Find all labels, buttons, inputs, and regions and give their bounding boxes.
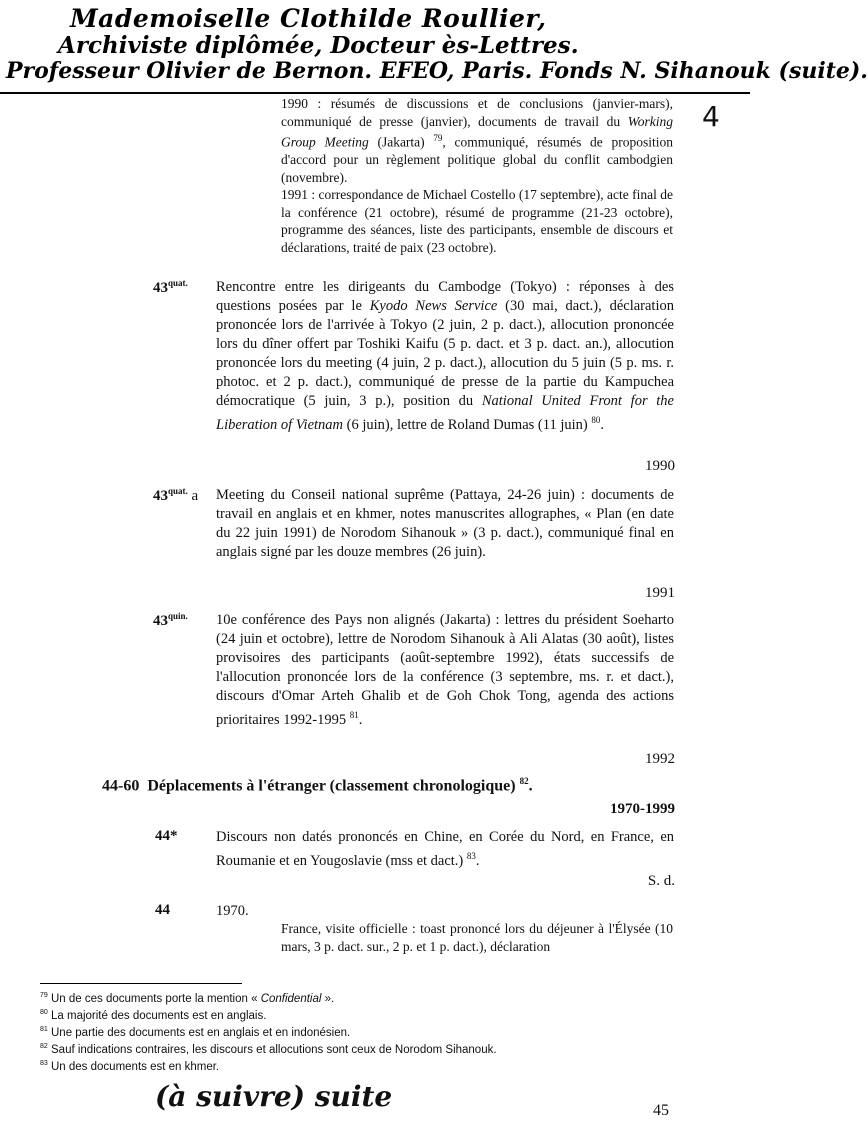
handwritten-continued-note: (à suivre) suite (155, 1080, 393, 1113)
entry-number-43-quat: $43^{quat.}$ (153, 278, 188, 296)
handwritten-header-line-2: Archiviste diplômée, Docteur ès-Lettres. (58, 32, 579, 59)
footnote-rule (40, 983, 242, 984)
footnote-82: $^{82}$ Sauf indications contraires, les discours et allocutions sont ceux de Norodom Sihanouk. (40, 1043, 497, 1056)
year-1991: 1991 (645, 585, 675, 601)
entry-number-43-quin: $43^{quin.}$ (153, 611, 188, 629)
section-years: 1970-1999 (610, 801, 675, 817)
paragraph-1990: 1990 : résumés de discussions et de conclusions (janvier-mars), communiqué de presse (janvier), documents de travail du Working Group Meeting (Jakarta) $^{79}$, communiqué, résumés de proposition d'accord pour un règlement politique global du conflit cambodgien (novembre). (281, 96, 674, 185)
footnote-80: $^{80}$ La majorité des documents est en anglais. (40, 1009, 267, 1022)
handwritten-page-mark: 4 (702, 100, 720, 133)
entry-44-star: Discours non datés prononcés en Chine, en Corée du Nord, en France, en Roumanie et en Yougoslavie (mss et dact.) $^{83}$. (216, 829, 674, 869)
year-1990: 1990 (645, 458, 675, 474)
footnote-81: $^{81}$ Une partie des documents est en anglais et en indonésien. (40, 1026, 351, 1039)
date-sd: S. d. (647, 873, 675, 889)
entry-number-44-star: 44* (155, 828, 178, 844)
footnote-83: $^{83}$ Un des documents est en khmer. (40, 1060, 220, 1073)
entry-number-43-quat-a: $43^{quat.}$ a (153, 486, 199, 504)
paragraph-1991: 1991 : correspondance de Michael Costello (17 septembre), acte final de la conférence (21 octobre), résumé de programme (21-23 octobre), programme des séances, liste des participants, ensemble de discours et déclarations, traité de paix (23 octobre). (281, 187, 673, 255)
entry-43-quat: Rencontre entre les dirigeants du Cambodge (Tokyo) : réponses à des questions posées par le Kyodo News Service (30 mai, dact.), déclaration prononcée lors de l'arrivée à Tokyo (2 juin, 2 p. dact.), allocution prononcée lors du dîner offert par Toshiki Kaifu (5 p. dact. et 3 p. dact. an.), allocution prononcée lors du meeting (4 juin, 2 p. dact.), allocution du 5 juin (5 p. ms. r. photoc. et 2 p. dact.), communiqué de presse de la partie du Kampuchea démocratique (5 juin, 3 p.), position du National United Front for the Liberation of Vietnam (6 juin), lettre de Roland Dumas (11 juin) $^{80}$. (216, 279, 674, 433)
entry-44-text: France, visite officielle : toast prononcé lors du déjeuner à l'Élysée (10 mars, 3 p. dact. sur., 2 p. et 1 p. dact.), déclaration (281, 921, 673, 954)
year-1992: 1992 (645, 751, 675, 767)
entry-number-44: 44 (155, 902, 170, 918)
page-number: 45 (653, 1102, 669, 1119)
section-heading: 44-60 Déplacements à l'étranger (classement chronologique) $^{82}$. (102, 776, 533, 795)
header-rule (0, 92, 750, 94)
handwritten-header-line-1: Mademoiselle Clothilde Roullier, (70, 4, 547, 33)
entry-43-quin: 10e conférence des Pays non alignés (Jakarta) : lettres du président Soeharto (24 juin et octobre), lettre de Norodom Sihanouk à Ali Alatas (30 août), listes provisoires des participants (août-septembre 1992), états successifs de l'allocution prononcée lors de la conférence (3 septembre, ms. r. et dact.), discours d'Omar Arteh Ghalib et de Goh Chok Tong, agenda des actions prioritaires 1992-1995 $^{81}$. (216, 612, 674, 728)
handwritten-header-line-3: Professeur Olivier de Bernon. EFEO, Paris. Fonds N. Sihanouk (suite). (6, 58, 868, 84)
footnote-79: $^{79}$ Un de ces documents porte la mention « Confidential ». (40, 992, 335, 1005)
entry-44-year: 1970. (216, 903, 249, 919)
entry-43-quat-a: Meeting du Conseil national suprême (Pattaya, 24-26 juin) : documents de travail en anglais et en khmer, notes manuscrites allographes, « Plan (en date du 22 juin 1991) de Norodom Sihanouk » (3 p. dact.), communiqué final en anglais signé par les douze membres (26 juin). (216, 487, 674, 560)
